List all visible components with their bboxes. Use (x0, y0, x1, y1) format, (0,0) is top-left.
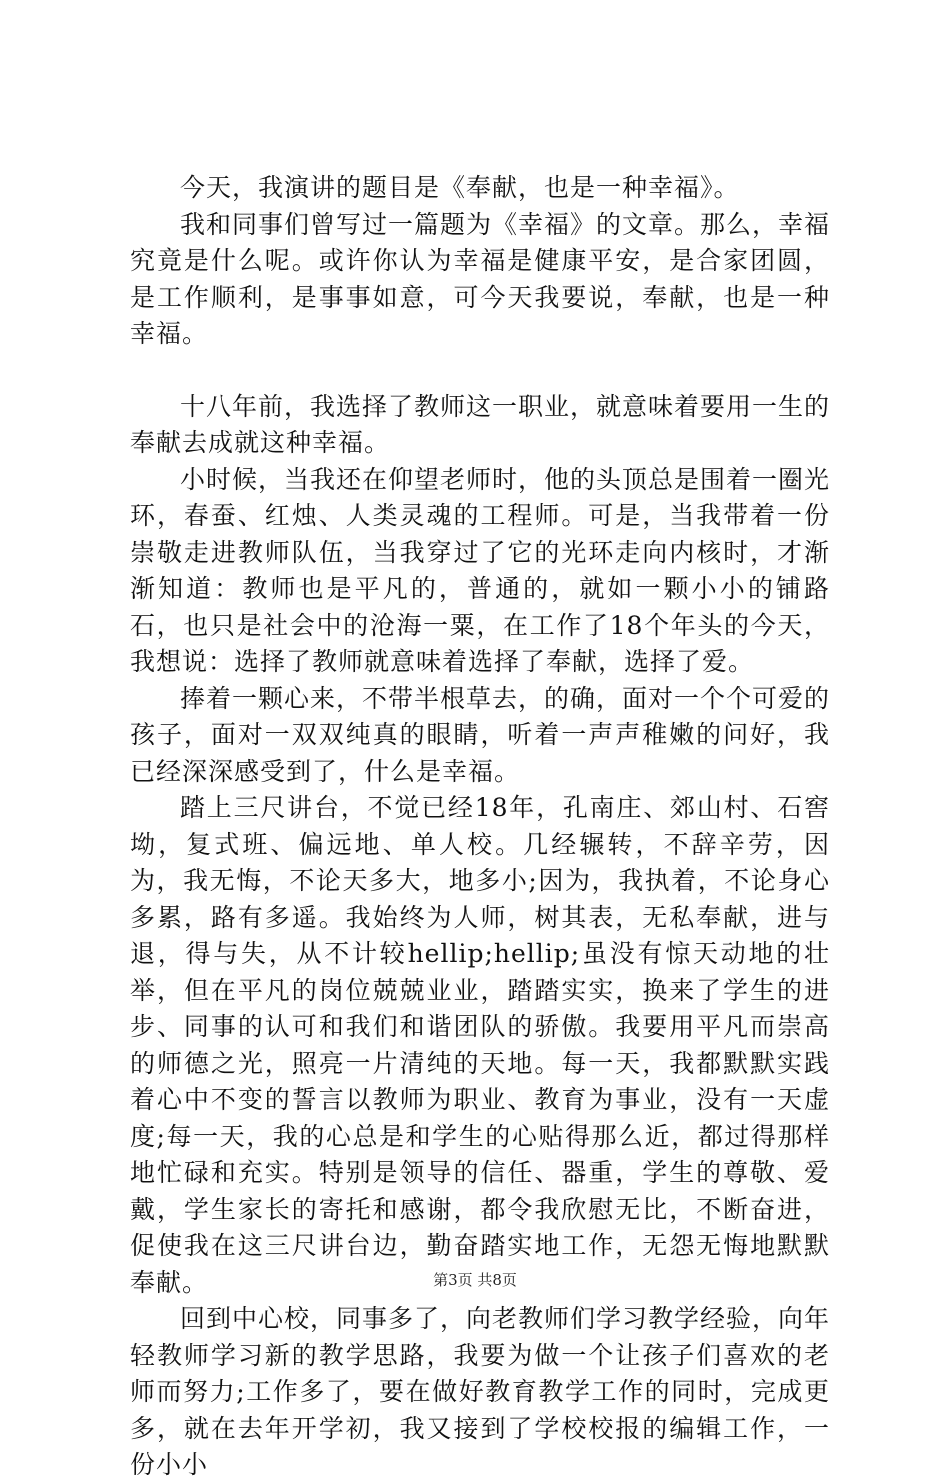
paragraph-happiness: 我和同事们曾写过一篇题为《幸福》的文章。那么，幸福究竟是什么呢。或许你认为幸福是健康平安，是合家团圆，是工作顺利，是事事如意，可今天我要说，奉献，也是一种幸福。 (130, 209, 831, 348)
paragraph-title-intro: 今天，我演讲的题目是《奉献，也是一种幸福》。 (180, 173, 740, 202)
paragraph-heart: 捧着一颗心来，不带半根草去，的确，面对一个个可爱的孩子，面对一双双纯真的眼睛，听着一声声稚嫩的问好，我已经深深感受到了，什么是幸福。 (130, 683, 831, 786)
paragraph-podium: 踏上三尺讲台，不觉已经18年，孔南庄、郊山村、石窖坳，复式班、偏远地、单人校。几经辗转，不辞辛劳，因为，我无悔，不论天多大，地多小;因为，我执着，不论身心多累，路有多遥。我始终为人师，树其表，无私奉献，进与退，得与失，从不计较hellip;hellip;虽没有惊天动地的壮举，但在平凡的岗位兢兢业业，踏踏实实，换来了学生的进步、同事的认可和我们和谐团队的骄傲。我要用平凡而崇高的师德之光，照亮一片清纯的天地。每一天，我都默默实践着心中不变的誓言以教师为职业、教育为事业，没有一天虚度;每一天，我的心总是和学生的心贴得那么近，都过得那样地忙碌和充实。特别是领导的信任、器重，学生的尊敬、爱戴，学生家长的寄托和感谢，都令我欣慰无比，不断奋进，促使我在这三尺讲台边，勤奋踏实地工作，无怨无悔地默默奉献。 (130, 793, 830, 1297)
paragraph-center-school: 回到中心校，同事多了，向老教师们学习教学经验，向年轻教师学习新的教学思路，我要为做一个让孩子们喜欢的老师而努力;工作多了，要在做好教育教学工作的同时，完成更多，就在去年开学初，我又接到了学校校报的编辑工作，一份小小 (130, 1304, 831, 1479)
page-number: 第3页 共8页 (433, 1271, 517, 1289)
page-footer (0, 1269, 950, 1290)
paragraph-childhood: 小时候，当我还在仰望老师时，他的头顶总是围着一圈光环，春蚕、红烛、人类灵魂的工程师。可是，当我带着一份崇敬走进教师队伍，当我穿过了它的光环走向内核时，才渐渐知道：教师也是平凡的，普通的，就如一颗小小的铺路石，也只是社会中的沧海一粟，在工作了18个年头的今天，我想说：选择了教师就意味着选择了奉献，选择了爱。 (130, 464, 831, 676)
paragraph-eighteen-years: 十八年前，我选择了教师这一职业，就意味着要用一生的奉献去成就这种幸福。 (130, 391, 831, 457)
